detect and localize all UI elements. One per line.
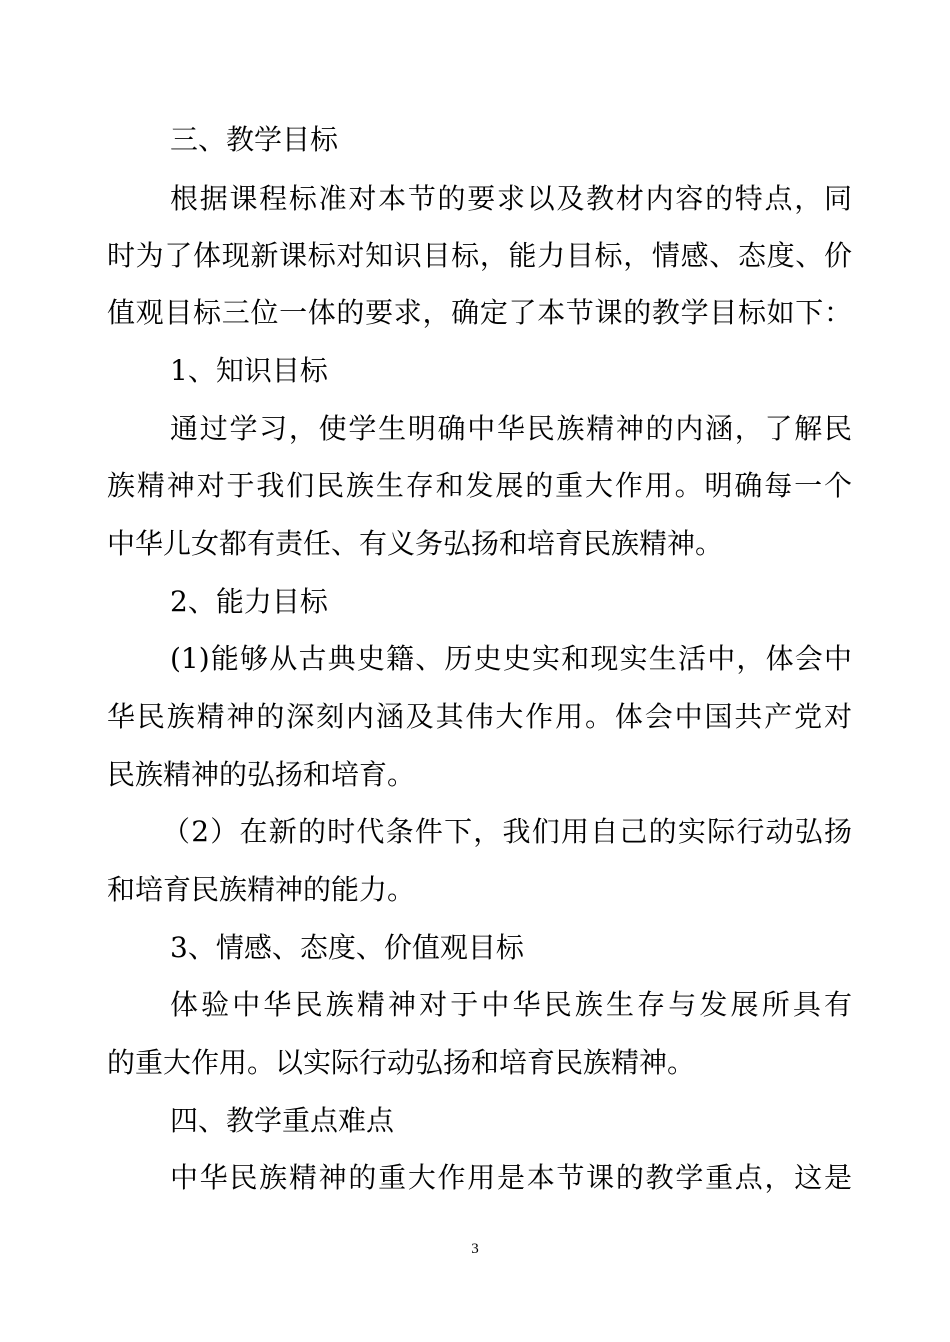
subheading-knowledge-objective: 1、知识目标 <box>170 354 328 387</box>
paragraph-line: 和培育民族精神的能力。 <box>107 873 416 906</box>
paragraph-line: 通过学习，使学生明确中华民族精神的内涵，了解民 <box>170 412 852 445</box>
paragraph-line: 中华民族精神的重大作用是本节课的教学重点，这是 <box>170 1161 852 1194</box>
section-heading-teaching-objectives: 三、教学目标 <box>170 123 339 156</box>
paragraph-line: （2）在新的时代条件下，我们用自己的实际行动弘扬 <box>162 815 852 848</box>
paragraph-line: 值观目标三位一体的要求，确定了本节课的教学目标如下： <box>107 296 852 329</box>
paragraph-line: 华民族精神的深刻内涵及其伟大作用。体会中国共产党对 <box>107 700 852 733</box>
subheading-ability-objective: 2、能力目标 <box>170 585 328 618</box>
paragraph-line: (1)能够从古典史籍、历史史实和现实生活中，体会中 <box>170 642 852 675</box>
paragraph-line: 的重大作用。以实际行动弘扬和培育民族精神。 <box>107 1046 696 1079</box>
paragraph-line: 体验中华民族精神对于中华民族生存与发展所具有 <box>170 988 852 1021</box>
paragraph-line: 中华儿女都有责任、有义务弘扬和培育民族精神。 <box>107 527 724 560</box>
page-number: 3 <box>471 1241 479 1257</box>
subheading-emotion-attitude-values-objective: 3、情感、态度、价值观目标 <box>170 931 524 964</box>
section-heading-key-points: 四、教学重点难点 <box>170 1104 395 1137</box>
paragraph-line: 根据课程标准对本节的要求以及教材内容的特点，同 <box>170 182 852 215</box>
paragraph-line: 族精神对于我们民族生存和发展的重大作用。明确每一个 <box>107 469 852 502</box>
paragraph-line: 时为了体现新课标对知识目标，能力目标，情感、态度、价 <box>107 239 852 272</box>
paragraph-line: 民族精神的弘扬和培育。 <box>107 758 416 791</box>
